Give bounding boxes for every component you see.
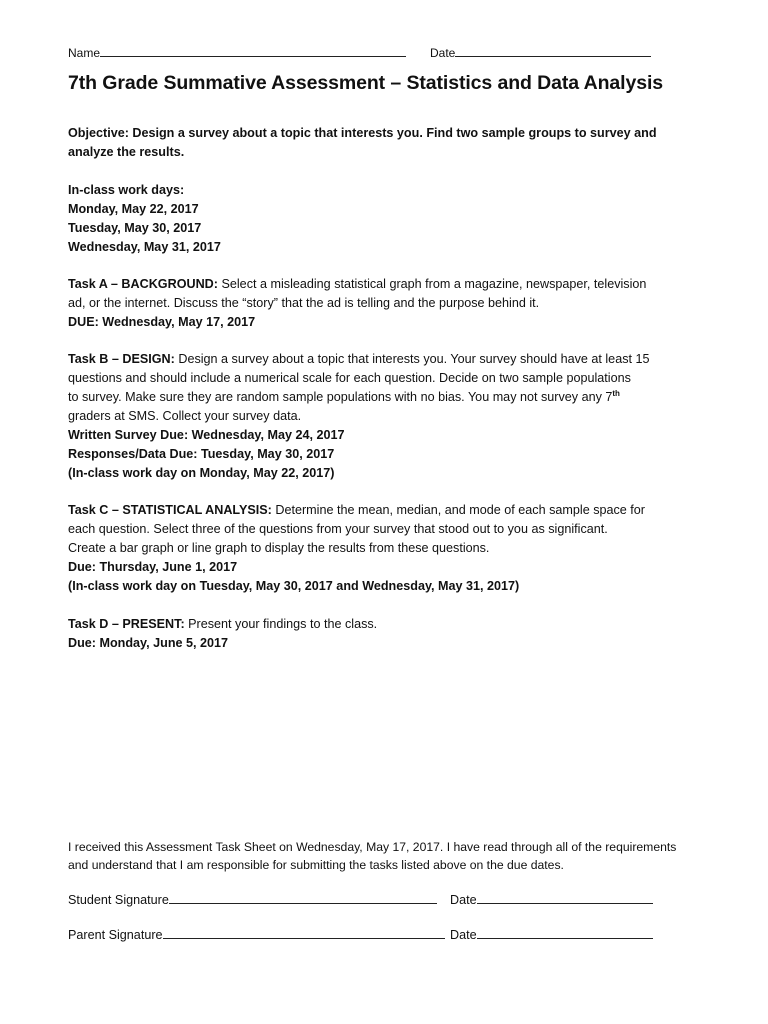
student-date-blank[interactable] <box>477 891 653 904</box>
student-signature-blank[interactable] <box>169 891 437 904</box>
name-label: Name <box>68 46 101 60</box>
date-blank[interactable] <box>455 44 651 57</box>
name-blank[interactable] <box>100 44 406 57</box>
parent-signature-field[interactable] <box>68 926 445 944</box>
task-a-line-2: ad, or the internet. Discuss the “story” that the ad is telling and the purpose behind it. <box>68 296 540 310</box>
task-b-due-1: Written Survey Due: Wednesday, May 24, 2017 <box>68 428 345 442</box>
task-a-label: Task A – BACKGROUND: <box>68 277 218 291</box>
task-c-due-1: Due: Thursday, June 1, 2017 <box>68 560 238 574</box>
task-b-due-2: Responses/Data Due: Tuesday, May 30, 2017 <box>68 447 335 461</box>
task-c-line-3: Create a bar graph or line graph to display the results from these questions. <box>68 541 490 555</box>
task-d-due: Due: Monday, June 5, 2017 <box>68 636 229 650</box>
task-c-due-2: (In-class work day on Tuesday, May 30, 2017 and Wednesday, May 31, 2017) <box>68 579 520 593</box>
page-title: 7th Grade Summative Assessment – Statistics and Data Analysis <box>68 72 664 94</box>
parent-signature-label: Parent Signature <box>68 928 163 942</box>
acknowledgement-line-1: I received this Assessment Task Sheet on Wednesday, May 17, 2017. I have read through all of the requirements <box>68 840 677 854</box>
student-signature-field[interactable] <box>68 891 437 909</box>
work-day-2: Tuesday, May 30, 2017 <box>68 221 202 235</box>
task-a-due: DUE: Wednesday, May 17, 2017 <box>68 315 256 329</box>
task-d-label: Task D – PRESENT: <box>68 617 185 631</box>
task-c-label: Task C – STATISTICAL ANALYSIS: <box>68 503 272 517</box>
task-b-label: Task B – DESIGN: <box>68 352 175 366</box>
task-b-line-2: questions and should include a numerical scale for each question. Decide on two sample populations <box>68 371 631 385</box>
student-date-label: Date <box>450 893 477 907</box>
parent-date-field[interactable] <box>450 926 653 944</box>
work-days-heading: In-class work days: <box>68 183 185 197</box>
objective-line-2: analyze the results. <box>68 145 185 159</box>
task-c-line-2: each question. Select three of the questions from your survey that stood out to you as significant. <box>68 522 608 536</box>
objective-line-1: Objective: Design a survey about a topic that interests you. Find two sample groups to survey and <box>68 126 657 140</box>
acknowledgement-line-2: and understand that I am responsible for submitting the tasks listed above on the due dates. <box>68 858 564 872</box>
task-a-line-1 <box>68 275 646 293</box>
parent-date-label: Date <box>450 928 477 942</box>
date-field[interactable] <box>430 44 651 62</box>
task-d-line-1 <box>68 615 377 633</box>
student-date-field[interactable] <box>450 891 653 909</box>
task-b-superscript: th <box>612 388 620 398</box>
date-label: Date <box>430 46 456 60</box>
work-day-1: Monday, May 22, 2017 <box>68 202 199 216</box>
task-c-line-1 <box>68 501 645 519</box>
task-b-text-3: to survey. Make sure they are random sample populations with no bias. You may not survey any 7 <box>68 390 613 404</box>
task-c-text-1: Determine the mean, median, and mode of each sample space for <box>271 503 645 517</box>
task-b-line-4: graders at SMS. Collect your survey data. <box>68 409 302 423</box>
work-day-3: Wednesday, May 31, 2017 <box>68 240 221 254</box>
student-signature-label: Student Signature <box>68 893 169 907</box>
task-b-due-3: (In-class work day on Monday, May 22, 2017) <box>68 466 335 480</box>
name-field[interactable] <box>68 44 406 62</box>
task-b-line-3 <box>68 388 620 406</box>
parent-signature-blank[interactable] <box>163 926 445 939</box>
parent-date-blank[interactable] <box>477 926 653 939</box>
task-b-text-1: Design a survey about a topic that interests you. Your survey should have at least 15 <box>174 352 650 366</box>
task-a-text-1: Select a misleading statistical graph from a magazine, newspaper, television <box>217 277 647 291</box>
task-d-text-1: Present your findings to the class. <box>184 617 378 631</box>
task-b-line-1 <box>68 350 650 368</box>
